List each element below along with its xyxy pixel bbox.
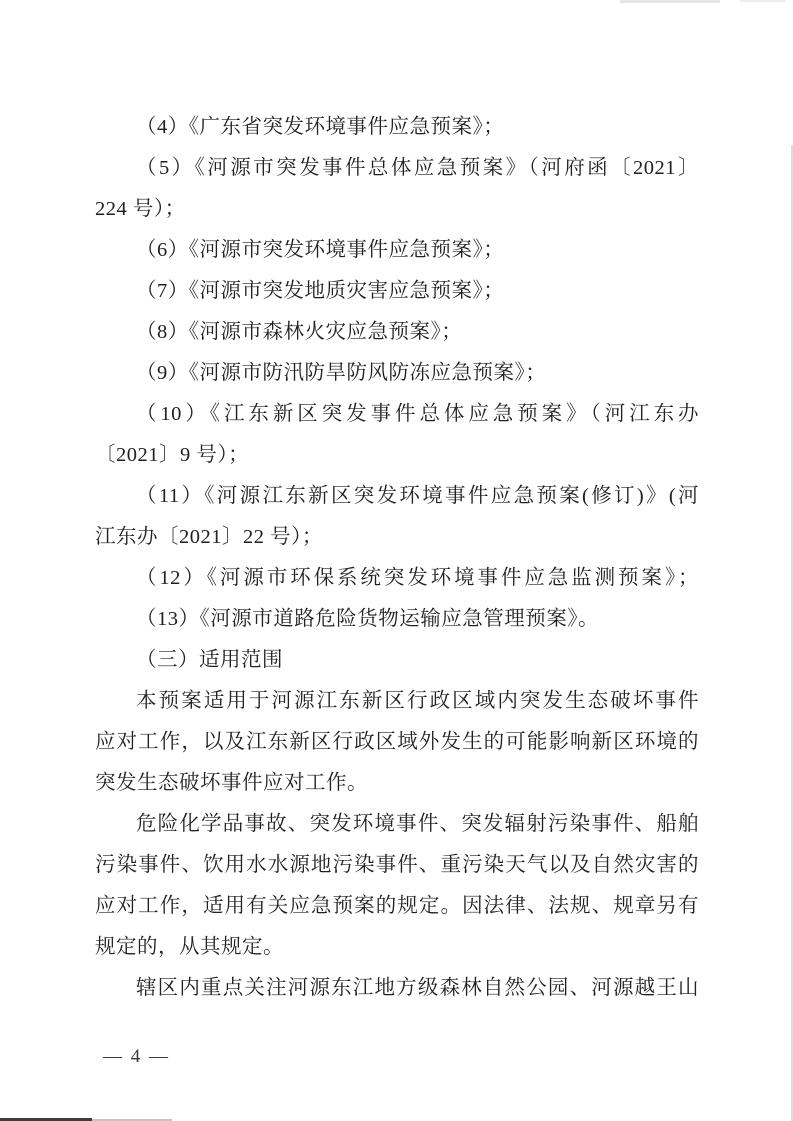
scan-artifact-top (620, 0, 720, 3)
list-item-4: （4）《广东省突发环境事件应急预案》； (136, 116, 505, 138)
list-item-11: （11）《河源江东新区突发环境事件应急预案(修订)》(河 (136, 485, 699, 507)
list-item-9: （9）《河源市防汛防旱防风防冻应急预案》； (136, 362, 547, 384)
page-number: — 4 — (103, 1046, 170, 1067)
scan-artifact-top-2 (740, 0, 785, 2)
document-body (95, 107, 699, 1009)
paragraph-2-line-4: 规定的，从其规定。 (95, 936, 284, 958)
paragraph-1-line-1: 本预案适用于河源江东新区行政区域内突发生态破坏事件 (136, 690, 699, 712)
list-item-5-cont: 224 号）； (95, 198, 186, 220)
paragraph-3-line-1: 辖区内重点关注河源东江地方级森林自然公园、河源越王山 (136, 977, 699, 999)
paragraph-2-line-2: 污染事件、饮用水水源地污染事件、重污染天气以及自然灾害的 (95, 854, 699, 876)
list-item-13: （13）《河源市道路危险货物运输应急管理预案》。 (136, 608, 599, 630)
list-item-8: （8）《河源市森林火灾应急预案》； (136, 321, 463, 343)
list-item-10: （10）《江东新区突发事件总体应急预案》（河江东办 (136, 403, 699, 425)
list-item-5: （5）《河源市突发事件总体应急预案》（河府函〔2021〕 (136, 157, 699, 179)
list-item-10-cont: 〔2021〕9 号）； (95, 444, 250, 466)
paragraph-1-line-2: 应对工作，以及江东新区行政区域外发生的可能影响新区环境的 (95, 731, 699, 753)
paragraph-2-line-3: 应对工作，适用有关应急预案的规定。因法律、法规、规章另有 (95, 895, 699, 917)
paragraph-2-line-1: 危险化学品事故、突发环境事件、突发辐射污染事件、船舶 (136, 813, 699, 835)
list-item-6: （6）《河源市突发环境事件应急预案》； (136, 239, 505, 261)
list-item-12: （12）《河源市环保系统突发环境事件应急监测预案》； (136, 567, 699, 589)
section-heading: （三）适用范围 (136, 649, 283, 671)
list-item-11-cont: 江东办〔2021〕22 号）； (95, 526, 323, 548)
paragraph-1-line-3: 突发生态破坏事件应对工作。 (95, 772, 368, 794)
list-item-7: （7）《河源市突发地质灾害应急预案》； (136, 280, 505, 302)
